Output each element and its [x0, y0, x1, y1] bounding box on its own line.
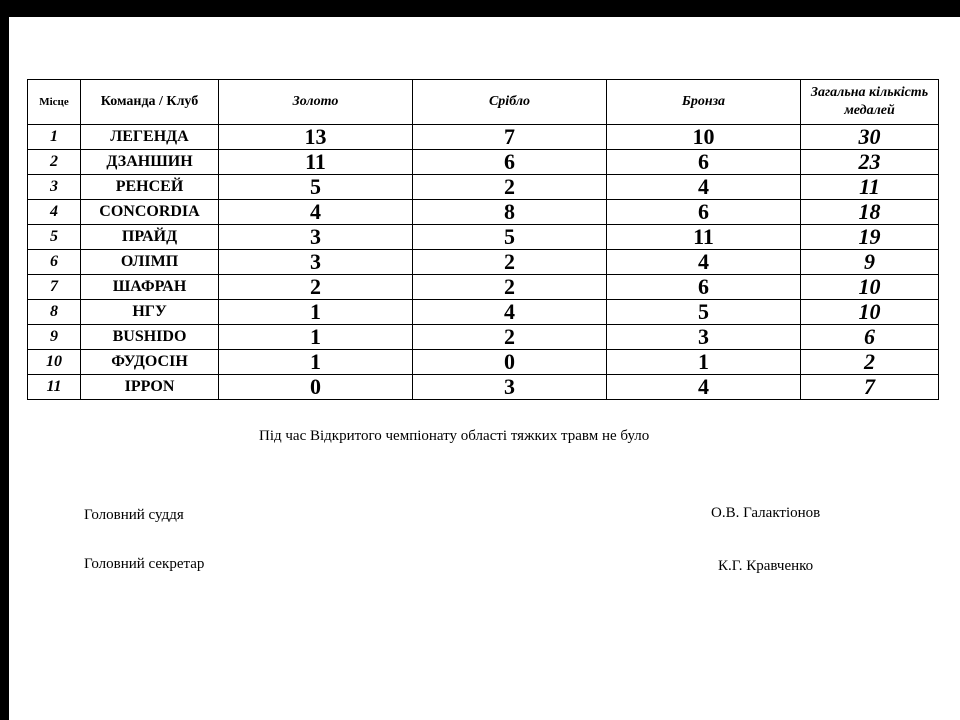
cell-bronze: 4	[607, 250, 801, 275]
header-total: Загальна кількість медалей	[801, 80, 939, 125]
cell-team: ЛЕГЕНДА	[81, 125, 219, 150]
medal-table	[27, 79, 939, 400]
cell-total: 11	[801, 175, 939, 200]
cell-gold: 3	[219, 225, 413, 250]
chief-judge-label: Головний суддя	[84, 507, 184, 523]
header-bronze: Бронза	[607, 80, 801, 125]
cell-silver: 2	[413, 175, 607, 200]
cell-team: ПРАЙД	[81, 225, 219, 250]
injury-note: Під час Відкритого чемпіонату області тяжких травм не було	[259, 428, 650, 444]
cell-place: 10	[28, 350, 81, 375]
cell-total: 2	[801, 350, 939, 375]
chief-judge-name: О.В. Галактіонов	[711, 505, 821, 521]
cell-total: 19	[801, 225, 939, 250]
cell-gold: 0	[219, 375, 413, 400]
table-row	[28, 125, 939, 150]
cell-total: 6	[801, 325, 939, 350]
cell-bronze: 1	[607, 350, 801, 375]
cell-silver: 7	[413, 125, 607, 150]
cell-place: 5	[28, 225, 81, 250]
table-row	[28, 225, 939, 250]
table-row	[28, 150, 939, 175]
cell-silver: 6	[413, 150, 607, 175]
header-team: Команда / Клуб	[81, 80, 219, 125]
cell-gold: 2	[219, 275, 413, 300]
cell-bronze: 10	[607, 125, 801, 150]
cell-total: 30	[801, 125, 939, 150]
table-row	[28, 375, 939, 400]
cell-silver: 2	[413, 250, 607, 275]
cell-place: 3	[28, 175, 81, 200]
cell-place: 1	[28, 125, 81, 150]
cell-bronze: 4	[607, 375, 801, 400]
cell-gold: 11	[219, 150, 413, 175]
cell-total: 10	[801, 275, 939, 300]
cell-gold: 1	[219, 325, 413, 350]
cell-place: 6	[28, 250, 81, 275]
cell-place: 7	[28, 275, 81, 300]
cell-silver: 0	[413, 350, 607, 375]
cell-bronze: 6	[607, 200, 801, 225]
cell-place: 2	[28, 150, 81, 175]
table-row	[28, 325, 939, 350]
cell-team: ФУДОСІН	[81, 350, 219, 375]
cell-bronze: 4	[607, 175, 801, 200]
cell-bronze: 5	[607, 300, 801, 325]
cell-bronze: 11	[607, 225, 801, 250]
cell-silver: 3	[413, 375, 607, 400]
table-row	[28, 200, 939, 225]
cell-silver: 8	[413, 200, 607, 225]
cell-place: 9	[28, 325, 81, 350]
chief-secretary-label: Головний секретар	[84, 556, 205, 572]
cell-total: 9	[801, 250, 939, 275]
cell-team: РЕНСЕЙ	[81, 175, 219, 200]
cell-gold: 13	[219, 125, 413, 150]
cell-bronze: 6	[607, 275, 801, 300]
table-row	[28, 300, 939, 325]
cell-place: 11	[28, 375, 81, 400]
cell-team: BUSHIDO	[81, 325, 219, 350]
cell-gold: 3	[219, 250, 413, 275]
chief-secretary-name: К.Г. Кравченко	[718, 558, 814, 574]
cell-team: IPPON	[81, 375, 219, 400]
cell-place: 8	[28, 300, 81, 325]
header-place: Місце	[28, 80, 81, 125]
cell-gold: 4	[219, 200, 413, 225]
cell-team: ШАФРАН	[81, 275, 219, 300]
table-row	[28, 350, 939, 375]
cell-gold: 1	[219, 350, 413, 375]
table-row	[28, 275, 939, 300]
cell-total: 10	[801, 300, 939, 325]
cell-gold: 5	[219, 175, 413, 200]
cell-team: ОЛІМП	[81, 250, 219, 275]
cell-place: 4	[28, 200, 81, 225]
document-page	[9, 17, 960, 720]
cell-team: ДЗАНШИН	[81, 150, 219, 175]
table-row	[28, 250, 939, 275]
header-gold: Золото	[219, 80, 413, 125]
table-body	[28, 125, 939, 400]
cell-total: 7	[801, 375, 939, 400]
cell-bronze: 6	[607, 150, 801, 175]
cell-team: НГУ	[81, 300, 219, 325]
cell-silver: 5	[413, 225, 607, 250]
cell-silver: 4	[413, 300, 607, 325]
cell-total: 18	[801, 200, 939, 225]
header-silver: Срібло	[413, 80, 607, 125]
cell-team: CONCORDIA	[81, 200, 219, 225]
cell-silver: 2	[413, 275, 607, 300]
table-header-row	[28, 80, 939, 125]
cell-total: 23	[801, 150, 939, 175]
cell-silver: 2	[413, 325, 607, 350]
cell-bronze: 3	[607, 325, 801, 350]
cell-gold: 1	[219, 300, 413, 325]
table-row	[28, 175, 939, 200]
